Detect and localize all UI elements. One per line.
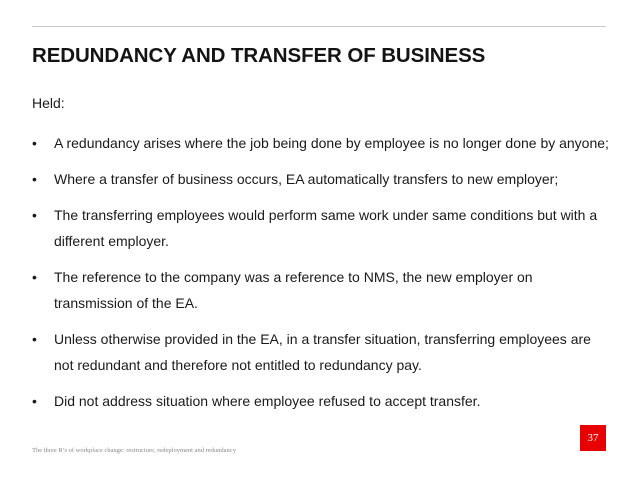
- bullet-marker: •: [32, 331, 37, 347]
- intro-label: Held:: [32, 95, 65, 111]
- page-number-badge: 37: [580, 425, 606, 451]
- top-divider: [32, 26, 606, 27]
- bullet-marker: •: [32, 171, 37, 187]
- bullet-marker: •: [32, 393, 37, 409]
- bullet-text: Did not address situation where employee refused to accept transfer.: [54, 393, 481, 409]
- list-item: [32, 202, 612, 254]
- bullet-text: Unless otherwise provided in the EA, in a transfer situation, transferring employees are not redundant and therefore not entitled to redundancy pay.: [54, 331, 591, 373]
- slide-title: REDUNDANCY AND TRANSFER OF BUSINESS: [32, 44, 486, 67]
- list-item: [32, 388, 612, 414]
- bullet-text: Where a transfer of business occurs, EA automatically transfers to new employer;: [54, 171, 559, 187]
- bullet-marker: •: [32, 207, 37, 223]
- list-item: [32, 130, 612, 156]
- bullet-text: The transferring employees would perform same work under same conditions but with a different employer.: [54, 207, 598, 249]
- list-item: [32, 166, 612, 192]
- list-item: [32, 264, 612, 316]
- footer-text: The three R’s of workplace change: restructure, redeployment and redundancy: [32, 447, 236, 454]
- bullet-text: The reference to the company was a reference to NMS, the new employer on transmission of the EA.: [54, 269, 533, 311]
- bullet-list: [32, 130, 612, 424]
- list-item: [32, 326, 612, 378]
- bullet-marker: •: [32, 269, 37, 285]
- bullet-text: A redundancy arises where the job being done by employee is no longer done by anyone;: [54, 135, 609, 151]
- bullet-marker: •: [32, 135, 37, 151]
